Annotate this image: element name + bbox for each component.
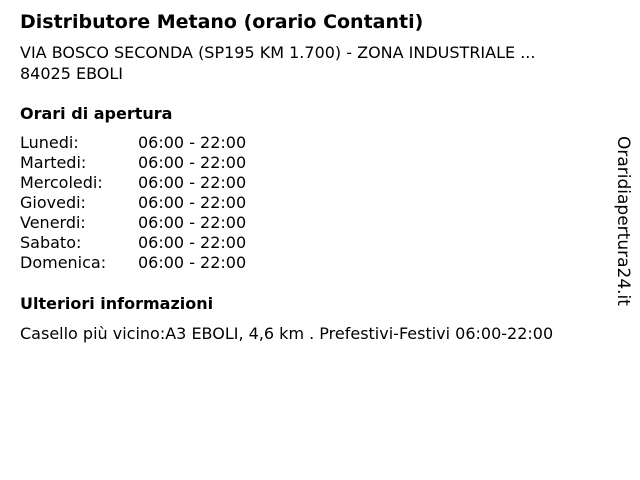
day-label: Lunedi: [20,133,79,152]
additional-info-text: Casello più vicino:A3 EBOLI, 4,6 km . Prefestivi-Festivi 06:00-22:00 [20,324,554,343]
additional-info-heading: Ulteriori informazioni [20,294,214,313]
address-city: 84025 EBOLI [20,64,124,83]
time-range: 06:00 - 22:00 [138,233,247,252]
day-label: Mercoledi: [20,173,103,192]
day-label: Giovedi: [20,193,86,212]
opening-hours-heading: Orari di apertura [20,104,173,123]
time-range: 06:00 - 22:00 [138,133,247,152]
time-range: 06:00 - 22:00 [138,173,247,192]
time-range: 06:00 - 22:00 [138,193,247,212]
day-label: Domenica: [20,253,107,272]
time-range: 06:00 - 22:00 [138,213,247,232]
day-label: Sabato: [20,233,82,252]
address-street: VIA BOSCO SECONDA (SP195 KM 1.700) - ZONA INDUSTRIALE ... [20,43,536,62]
page-title: Distributore Metano (orario Contanti) [20,11,424,33]
site-watermark: Oraridiapertura24.it [613,136,633,306]
day-label: Martedi: [20,153,87,172]
time-range: 06:00 - 22:00 [138,153,247,172]
day-label: Venerdi: [20,213,86,232]
time-range: 06:00 - 22:00 [138,253,247,272]
